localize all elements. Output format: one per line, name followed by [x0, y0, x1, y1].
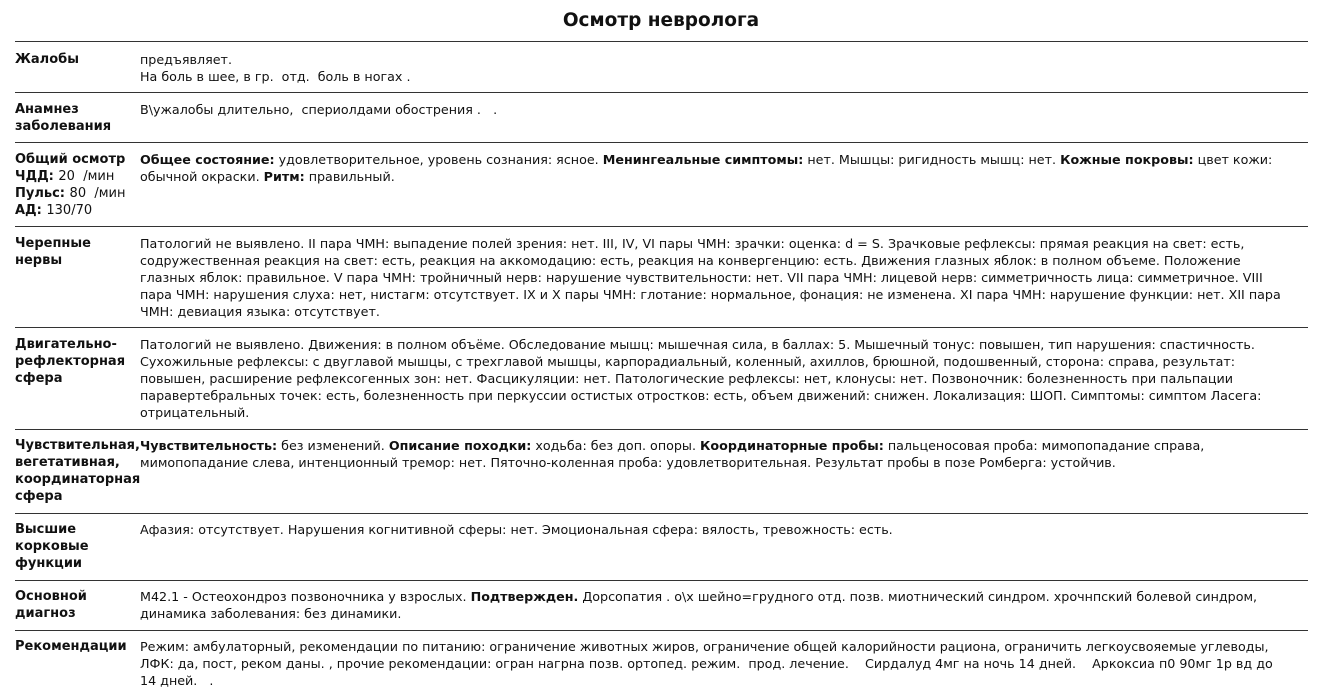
diagnosis-value	[140, 588, 1308, 622]
cranial-label-line-2: нервы	[15, 253, 63, 268]
diagnosis-label	[15, 588, 143, 622]
cranial-value	[140, 235, 1308, 320]
motor-label-line-3: сфера	[15, 371, 63, 386]
ad-value: 130/70	[46, 203, 93, 218]
recommendations-label: Рекомендации	[15, 639, 127, 654]
motor-line: Патологий не выявлено. Движения: в полном объёме. Обследование мышц: мышечная сила, в баллах: 5. Мышечный тонус: повышен, тип нарушения: спастичность.	[140, 337, 1255, 352]
diagnosis-line-2: динамика заболевания: без динамики.	[140, 606, 402, 621]
row-divider	[15, 429, 1308, 430]
cranial-line: пара ЧМН: нарушения слуха: нет, нистагм: отсутствует. IX и X пары ЧМН: глотание: нормальное, фонация: не изменена. XI пара ЧМН: нарушение функции: нет. XII пара	[140, 287, 1281, 302]
sensory-value	[140, 437, 1308, 471]
motor-line: Сухожильные рефлексы: с двуглавой мышцы, с трехглавой мышцы, карпорадиальный, коленный, ахиллов, брюшной, подошвенный, сторона: справа, результат:	[140, 354, 1236, 369]
row-divider	[15, 513, 1308, 514]
sensory-label-line-1: Чувствительная,	[15, 438, 140, 453]
coordination-text: пальценосовая проба: мимопопадание справа,	[887, 438, 1205, 453]
row-divider	[15, 142, 1308, 143]
cortical-label-line-3: функции	[15, 556, 83, 571]
complaints-line-1: предъявляет.	[140, 52, 232, 67]
vital-chdd	[15, 168, 143, 185]
skin-text: цвет кожи:	[1197, 152, 1273, 167]
diagnosis-details: Дорсопатия . о\х шейно=грудного отд. позв. миотнический синдром. хрочнпский болевой синдром,	[582, 589, 1258, 604]
general-exam-label	[15, 151, 143, 219]
state-label: Общее состояние:	[140, 152, 275, 167]
cranial-label	[15, 235, 143, 269]
vital-pulse	[15, 185, 143, 202]
recommendations-line: 14 дней. .	[140, 673, 214, 688]
chdd-unit: /мин	[83, 169, 115, 184]
cranial-label-line-1: Черепные	[15, 236, 91, 251]
row-divider	[15, 630, 1308, 631]
sensory-label-line-3: координаторная	[15, 472, 141, 487]
sensitivity-text: без изменений.	[281, 438, 385, 453]
document-title: Осмотр невролога	[562, 10, 760, 31]
motor-label	[15, 336, 143, 387]
cranial-line: Патологий не выявлено. II пара ЧМН: выпадение полей зрения: нет. III, IV, VI пары ЧМН: зрачки: оценка: d = S. Зрачковые рефлексы: прямая реакция на свет: есть,	[140, 236, 1245, 251]
state-text: удовлетворительное, уровень сознания: ясное.	[278, 152, 599, 167]
anamnesis-value	[140, 101, 1308, 118]
motor-label-line-2: рефлекторная	[15, 354, 126, 369]
diagnosis-code: M42.1 - Остеохондроз позвоночника у взрослых.	[140, 589, 467, 604]
cranial-line: содружественная реакция на свет: есть, реакция на аккомодацию: есть, реакция на конвергенцию: есть. Движения глазных яблок: в полном объеме. Положение	[140, 253, 1241, 268]
cortical-label-line-1: Высшие	[15, 522, 77, 537]
recommendations-line: Режим: амбулаторный, рекомендации по питанию: ограничение животных жиров, ограничение общей калорийности рациона, ограничить легкоусвояемые углеводы,	[140, 639, 1269, 654]
gait-label: Описание походки:	[388, 438, 532, 453]
sensory-line-2: мимопопадание слева, интенционный тремор: нет. Пяточно-коленная проба: удовлетворительная. Результат пробы в позе Ромберга: устойчив.	[140, 455, 1116, 470]
title-divider	[15, 41, 1308, 42]
cortical-value	[140, 521, 1308, 538]
cortical-label-line-2: корковые	[15, 539, 89, 554]
motor-line: отрицательный.	[140, 405, 250, 420]
ad-label: АД:	[15, 203, 42, 218]
anamnesis-label	[15, 101, 143, 135]
rhythm-text: правильный.	[308, 169, 395, 184]
pulse-label: Пульс:	[15, 186, 66, 201]
row-divider	[15, 226, 1308, 227]
skin-text-2: обычной окраски.	[140, 169, 260, 184]
meningeal-text: нет. Мышцы: ригидность мышц: нет.	[807, 152, 1057, 167]
diagnosis-confirmed: Подтвержден.	[470, 589, 579, 604]
sensitivity-label: Чувствительность:	[140, 438, 278, 453]
sensory-label-line-2: вегетативная,	[15, 455, 120, 470]
sensory-label-line-4: сфера	[15, 489, 63, 504]
recommendations-value	[140, 638, 1308, 689]
diagnosis-label-line-2: диагноз	[15, 606, 76, 621]
cranial-line: ЧМН: девиация языка: отсутствует.	[140, 304, 380, 319]
motor-line: повышен, расширение рефлексогенных зон: нет. Фасцикуляции: нет. Патологические рефлексы: нет, клонусы: нет. Позвоночник: болезненность при пальпации	[140, 371, 1234, 386]
vital-ad	[15, 202, 143, 219]
recommendations-line: ЛФК: да, пост, реком даны. , прочие рекомендации: огран нагрна позв. ортопед. режим. прод. лечение. Сирдалуд 4мг на ночь 14 дней. Аркоксиа п0 90мг 1р вд до	[140, 656, 1273, 671]
chdd-label: ЧДД:	[15, 169, 54, 184]
pulse-unit: /мин	[94, 186, 126, 201]
row-divider	[15, 327, 1308, 328]
complaints-line-2: На боль в шее, в гр. отд. боль в ногах .	[140, 69, 411, 84]
general-exam-title: Общий осмотр	[15, 152, 126, 167]
anamnesis-label-line-2: заболевания	[15, 119, 112, 134]
motor-value	[140, 336, 1308, 421]
pulse-value: 80	[69, 186, 87, 201]
diagnosis-label-line-1: Основной	[15, 589, 87, 604]
cranial-line: глазных яблок: правильное. V пара ЧМН: тройничный нерв: нарушение чувствительности: нет. VII пара ЧМН: лицевой нерв: симметричность лица: симметричное. VIII	[140, 270, 1263, 285]
complaints-label: Жалобы	[15, 52, 79, 67]
motor-line: паравертебральных точек: есть, болезненность при перкуссии остистых отростков: есть, объем движений: снижен. Локализация: ШОП. Симптомы: симптом Ласега:	[140, 388, 1262, 403]
meningeal-label: Менингеальные симптомы:	[602, 152, 804, 167]
sensory-line-1	[140, 437, 1308, 454]
diagnosis-line-1	[140, 588, 1308, 605]
sensory-label	[15, 437, 143, 505]
rhythm-label: Ритм:	[263, 169, 305, 184]
anamnesis-label-line-1: Анамнез	[15, 102, 79, 117]
general-exam-line-1	[140, 151, 1308, 168]
general-exam-value	[140, 151, 1308, 185]
chdd-value: 20	[58, 169, 75, 184]
general-exam-line-2	[140, 168, 1308, 185]
complaints-value	[140, 51, 1308, 85]
skin-label: Кожные покровы:	[1060, 152, 1194, 167]
cortical-label	[15, 521, 143, 572]
cortical-text: Афазия: отсутствует. Нарушения когнитивной сферы: нет. Эмоциональная сфера: вялость, тревожность: есть.	[140, 522, 893, 537]
anamnesis-text: В\ужалобы длительно, спериолдами обострения . .	[140, 102, 498, 117]
row-divider	[15, 580, 1308, 581]
row-divider	[15, 92, 1308, 93]
gait-text: ходьба: без доп. опоры.	[535, 438, 696, 453]
motor-label-line-1: Двигательно-	[15, 337, 117, 352]
coordination-label: Координаторные пробы:	[700, 438, 884, 453]
